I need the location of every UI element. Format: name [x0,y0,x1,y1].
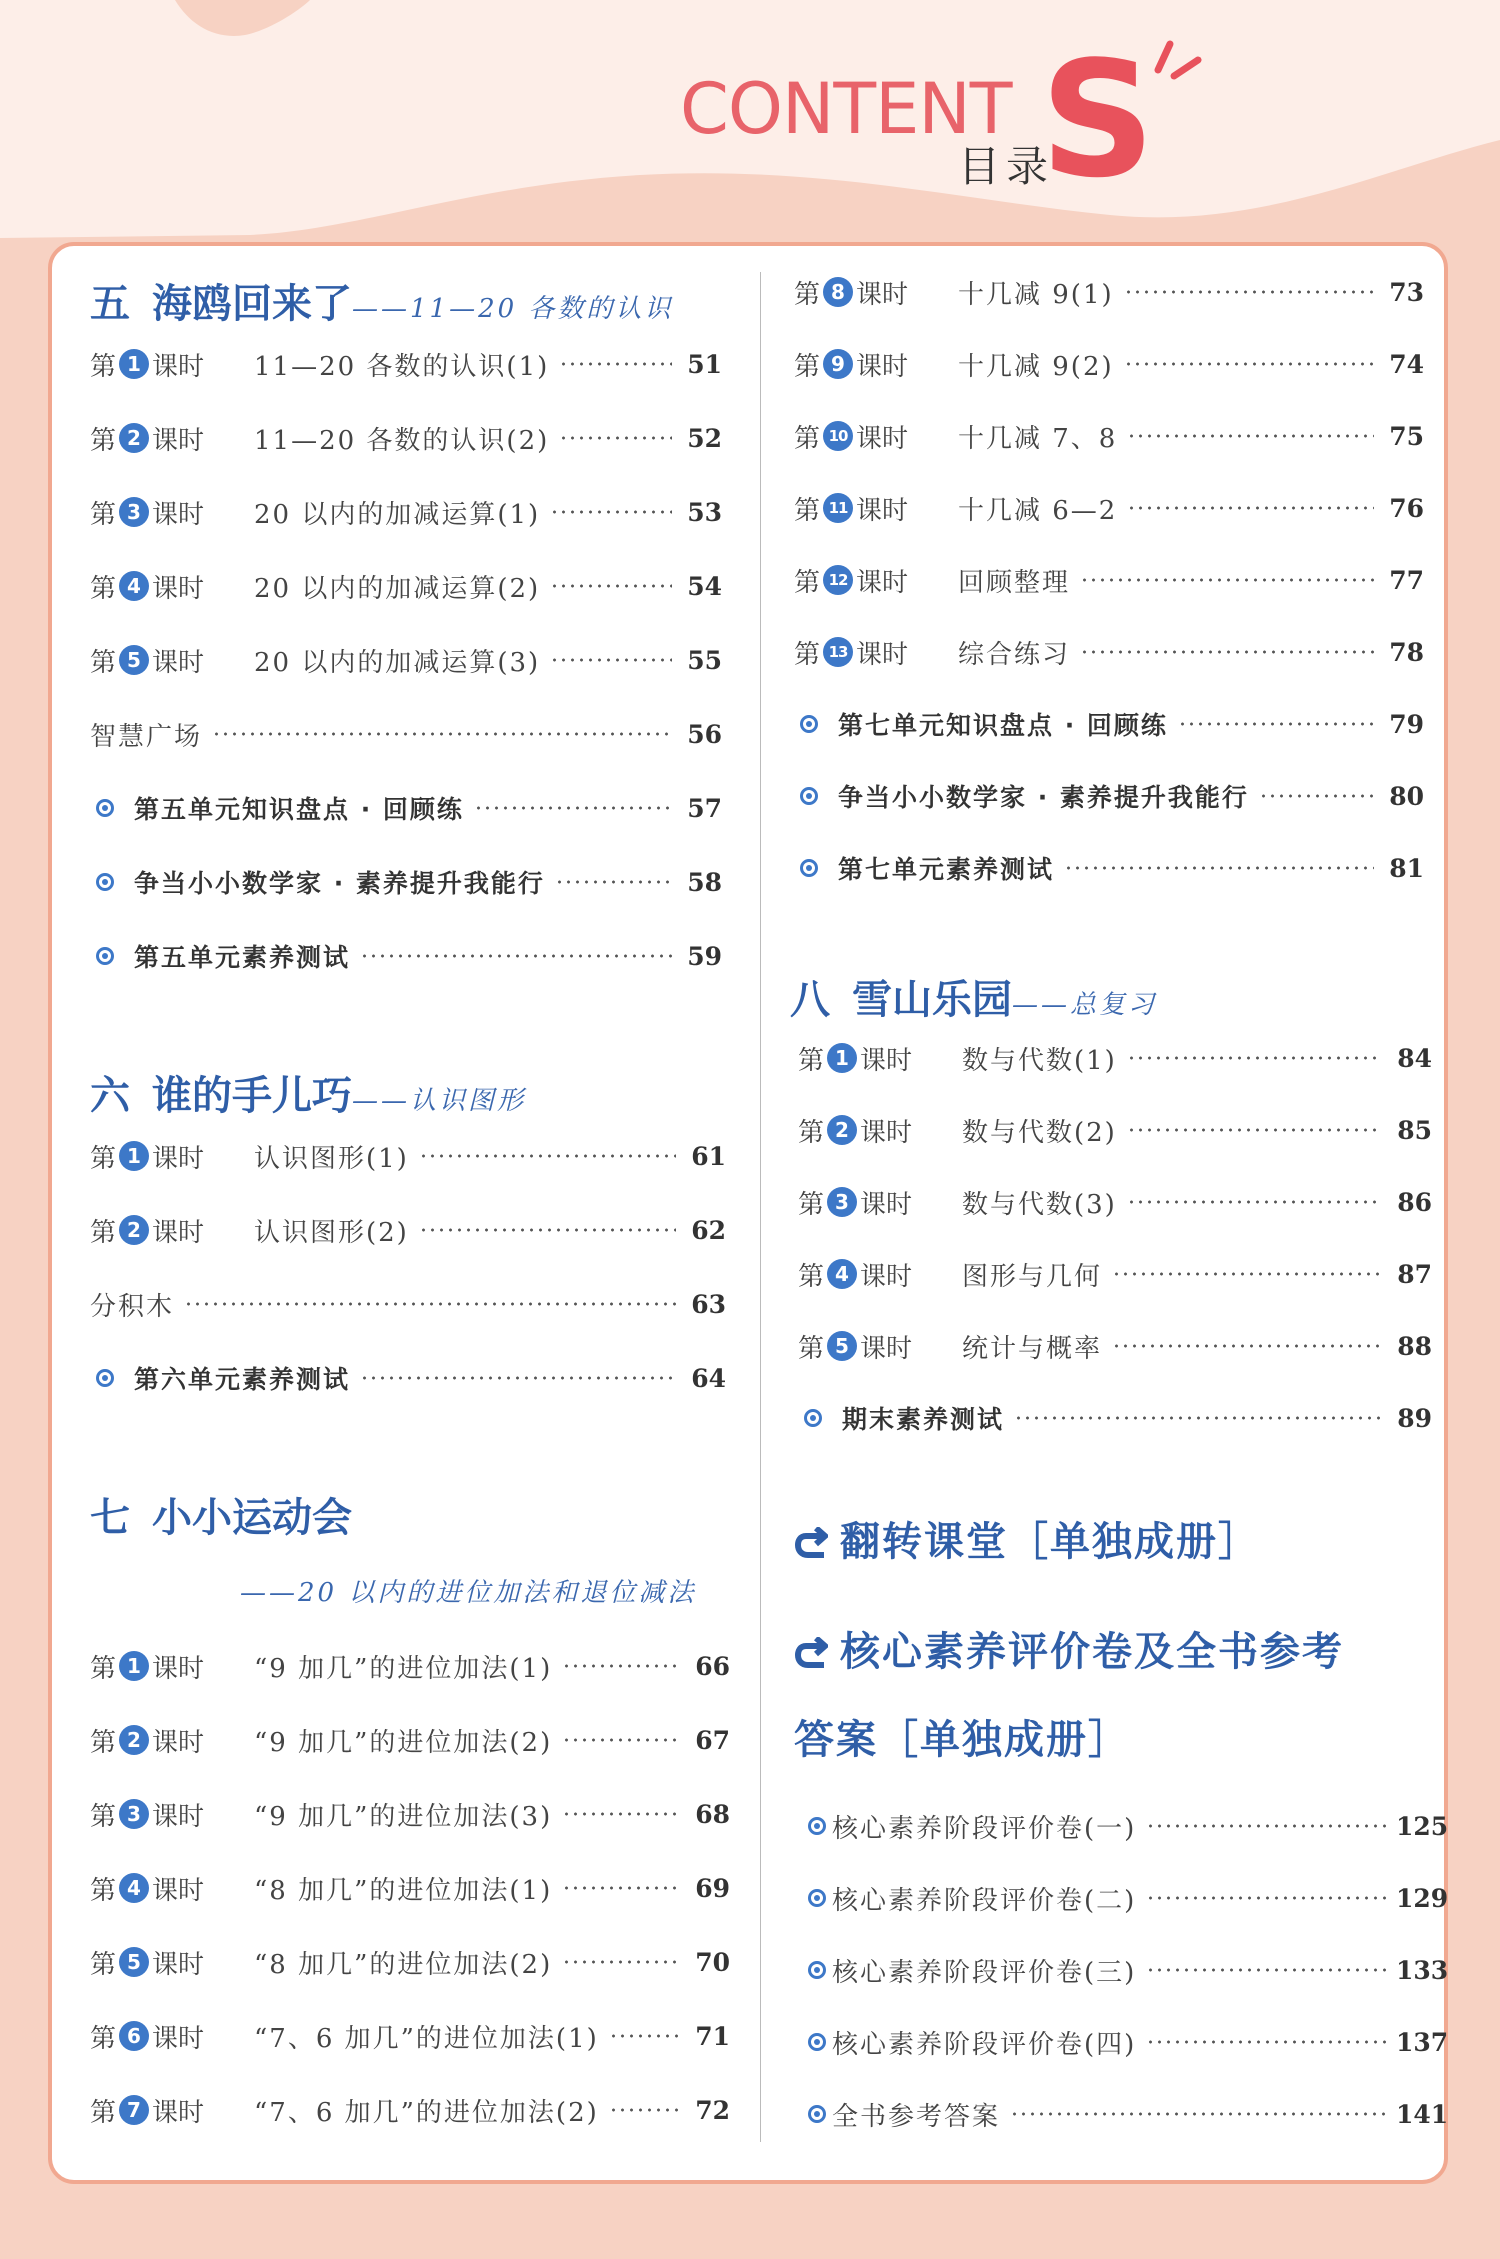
toc-row-title: 第五单元素养测试 [134,943,351,972]
toc-row[interactable]: 第 3 课时 “9 加几”的进位加法(3) 68 [90,1794,730,1834]
leader-dots [1014,1416,1382,1420]
toc-row[interactable]: 第 9 课时 十几减 9(2) 74 [794,344,1424,384]
target-dot-icon [96,947,114,965]
unit-number: 七 [90,1495,130,1541]
leader-dots [550,510,672,514]
toc-row-special[interactable] [90,936,722,976]
unit-heading-5 [90,272,673,329]
leader-dots [1010,2112,1386,2116]
leader-dots [555,880,672,884]
unit-title: 谁的手儿巧 [152,1073,352,1119]
toc-row-title: “9 加几”的进位加法(3) [254,1801,553,1832]
lesson-number-badge: 2 [827,1115,857,1145]
toc-row[interactable]: 第 12 课时 回顾整理 77 [794,560,1424,600]
toc-row-title: 11—20 各数的认识(1) [254,351,550,382]
leader-dots [1064,866,1374,870]
toc-row-title: 回顾整理 [958,567,1071,598]
toc-row[interactable]: 第 1 课时 认识图形(1) 61 [90,1136,726,1176]
page-number: 67 [695,1725,730,1755]
unit-number: 六 [90,1073,130,1119]
toc-row[interactable]: 第 1 课时 11—20 各数的认识(1) 51 [90,344,722,384]
unit-subtitle: ——20 以内的进位加法和退位减法 [240,1578,697,1608]
leader-dots [609,2108,680,2112]
toc-row[interactable] [808,1950,1448,1990]
toc-row-title: 分积木 [90,1291,175,1322]
toc-row-title: 数与代数(3) [962,1189,1117,1220]
toc-row-title: 第七单元素养测试 [838,855,1055,884]
unit-title: 小小运动会 [152,1495,352,1541]
toc-row[interactable]: 第 6 课时 “7、6 加几”的进位加法(1) 71 [90,2016,730,2056]
target-dot-icon [96,799,114,817]
leader-dots [1112,1344,1382,1348]
leader-dots [1080,578,1374,582]
target-dot-icon [808,2105,826,2123]
lesson-number-badge: 6 [119,2021,149,2051]
contents-title-s: S [1040,26,1156,213]
toc-row-special[interactable] [90,788,722,828]
core-assessment-heading [794,1620,1344,1677]
toc-row-title: 争当小小数学家 · 素养提升我能行 [134,869,545,898]
leader-dots [562,1812,680,1816]
page-number: 56 [687,719,722,749]
toc-row-title: “9 加几”的进位加法(1) [254,1653,553,1684]
unit-heading-7 [90,1486,352,1543]
toc-row[interactable]: 第 1 课时 “9 加几”的进位加法(1) 66 [90,1646,730,1686]
toc-row[interactable]: 第 4 课时 图形与几何 87 [798,1254,1432,1294]
leader-dots [1146,1824,1386,1828]
page-number: 71 [695,2021,730,2051]
leader-dots [1127,506,1374,510]
toc-row[interactable] [808,2094,1448,2134]
target-dot-icon [96,873,114,891]
unit-title: 海鸥回来了 [152,281,352,327]
page-number: 51 [687,349,722,379]
heading-text: 核心素养评价卷及全书参考 [840,1629,1344,1675]
lesson-number-badge: 3 [119,497,149,527]
target-dot-icon [96,1369,114,1387]
leader-dots [562,1664,680,1668]
lesson-number-badge: 10 [823,421,853,451]
page-number: 68 [695,1799,730,1829]
toc-row-title: 智慧广场 [90,721,203,752]
toc-row[interactable]: 第 2 课时 “9 加几”的进位加法(2) 67 [90,1720,730,1760]
page-number: 69 [695,1873,730,1903]
sparkle-icon [1150,30,1210,90]
lesson-number-badge: 4 [119,571,149,601]
page-number: 78 [1389,637,1424,667]
page-number: 66 [695,1651,730,1681]
page-number: 88 [1397,1331,1432,1361]
leader-dots [559,362,672,366]
target-dot-icon [800,859,818,877]
lesson-number-badge: 1 [119,349,149,379]
page-number: 61 [691,1141,726,1171]
page-number: 80 [1389,781,1424,811]
lesson-number-badge: 13 [823,637,853,667]
lesson-number-badge: 2 [119,1215,149,1245]
page-number: 137 [1396,2027,1449,2057]
lesson-number-badge: 11 [823,493,853,523]
toc-row[interactable]: 第 3 课时 20 以内的加减运算(1) 53 [90,492,722,532]
unit-number: 五 [90,281,130,327]
page-number: 63 [691,1289,726,1319]
page-number: 125 [1396,1811,1449,1841]
page-number: 70 [695,1947,730,1977]
page-number: 84 [1397,1043,1432,1073]
leader-dots [419,1228,676,1232]
toc-row-title: 全书参考答案 [832,2101,1001,2132]
column-divider [760,272,761,2142]
leader-dots [562,1738,680,1742]
lesson-number-badge: 7 [119,2095,149,2125]
toc-row[interactable] [90,714,722,754]
page-number: 74 [1389,349,1424,379]
toc-row[interactable]: 第 2 课时 认识图形(2) 62 [90,1210,726,1250]
page-number: 52 [687,423,722,453]
page-number: 81 [1389,853,1424,883]
return-arrow-icon [794,1637,828,1671]
toc-row-title: 20 以内的加减运算(1) [254,499,541,530]
leader-dots [1112,1272,1382,1276]
page-number: 59 [687,941,722,971]
lesson-number-badge: 2 [119,423,149,453]
leader-dots [562,1960,680,1964]
leader-dots [1127,1128,1382,1132]
leader-dots [1146,1896,1386,1900]
toc-row-title: 20 以内的加减运算(2) [254,573,541,604]
lesson-number-badge: 1 [119,1651,149,1681]
toc-row-title: 数与代数(1) [962,1045,1117,1076]
toc-row-special[interactable] [794,776,1424,816]
lesson-number-badge: 8 [823,277,853,307]
target-dot-icon [808,1889,826,1907]
leader-dots [1178,722,1374,726]
toc-row[interactable]: 第 2 课时 数与代数(2) 85 [798,1110,1432,1150]
page-number: 75 [1389,421,1424,451]
page-number: 87 [1397,1259,1432,1289]
toc-row[interactable]: 第 2 课时 11—20 各数的认识(2) 52 [90,418,722,458]
toc-row[interactable]: 第 5 课时 “8 加几”的进位加法(2) 70 [90,1942,730,1982]
toc-row-special[interactable] [798,1398,1432,1438]
leader-dots [609,2034,680,2038]
leader-dots [1080,650,1374,654]
page-number: 73 [1389,277,1424,307]
leader-dots [1146,1968,1386,1972]
toc-row-special[interactable] [90,862,722,902]
leader-dots [184,1302,676,1306]
toc-row-title: 十几减 6—2 [958,495,1118,526]
toc-row[interactable]: 第 4 课时 20 以内的加减运算(2) 54 [90,566,722,606]
target-dot-icon [800,715,818,733]
page-number: 76 [1389,493,1424,523]
page-number: 89 [1397,1403,1432,1433]
page-number: 86 [1397,1187,1432,1217]
toc-row-title: 第五单元知识盘点 · 回顾练 [134,795,464,824]
toc-row[interactable] [808,2022,1448,2062]
toc-row-title: “8 加几”的进位加法(2) [254,1949,553,1980]
toc-row[interactable]: 第 8 课时 十几减 9(1) 73 [794,272,1424,312]
lesson-number-badge: 5 [119,1947,149,1977]
lesson-number-badge: 4 [827,1259,857,1289]
lesson-number-badge: 1 [827,1043,857,1073]
toc-row-title: 综合练习 [958,639,1071,670]
toc-row[interactable] [90,1284,726,1324]
toc-row[interactable]: 第 5 课时 20 以内的加减运算(3) 55 [90,640,722,680]
toc-row-title: 图形与几何 [962,1261,1103,1292]
leader-dots [1127,434,1374,438]
lesson-number-badge: 1 [119,1141,149,1171]
leader-dots [419,1154,676,1158]
toc-row-title: 十几减 7、8 [958,423,1118,454]
toc-row[interactable]: 第 13 课时 综合练习 78 [794,632,1424,672]
contents-title-cn: 目录 [958,142,1055,191]
toc-row-title: 争当小小数学家 · 素养提升我能行 [838,783,1249,812]
toc-row-title: 第六单元素养测试 [134,1365,351,1394]
toc-row[interactable]: 第 1 课时 数与代数(1) 84 [798,1038,1432,1078]
target-dot-icon [808,1817,826,1835]
toc-row-title: 期末素养测试 [842,1405,1005,1434]
leader-dots [562,1886,680,1890]
page-number: 133 [1396,1955,1449,1985]
leader-dots [1146,2040,1386,2044]
heading-text: 翻转课堂［单独成册］ [840,1519,1260,1565]
page-number: 64 [691,1363,726,1393]
toc-row[interactable]: 第 3 课时 数与代数(3) 86 [798,1182,1432,1222]
target-dot-icon [800,787,818,805]
page-number: 55 [687,645,722,675]
toc-row[interactable]: 第 5 课时 统计与概率 88 [798,1326,1432,1366]
toc-row[interactable]: 第 7 课时 “7、6 加几”的进位加法(2) 72 [90,2090,730,2130]
page-number: 141 [1396,2099,1449,2129]
toc-row-special[interactable] [90,1358,726,1398]
leader-dots [360,1376,676,1380]
toc-row[interactable] [808,1806,1448,1846]
unit-subtitle: ——11—20 各数的认识 [352,294,674,324]
lesson-number-badge: 3 [827,1187,857,1217]
unit-heading-8 [790,968,1157,1025]
unit-number: 八 [790,977,830,1023]
leader-dots [559,436,672,440]
toc-row-title: 11—20 各数的认识(2) [254,425,550,456]
toc-row-title: 第七单元知识盘点 · 回顾练 [838,711,1168,740]
toc-row-title: 认识图形(2) [254,1217,409,1248]
toc-row-title: 认识图形(1) [254,1143,409,1174]
toc-row-title: 统计与概率 [962,1333,1103,1364]
toc-row-title: “8 加几”的进位加法(1) [254,1875,553,1906]
toc-row[interactable]: 第 10 课时 十几减 7、8 75 [794,416,1424,456]
leader-dots [1124,362,1374,366]
lesson-number-badge: 12 [823,565,853,595]
lesson-number-badge: 5 [827,1331,857,1361]
contents-title-en: CONTENT [680,68,1012,150]
unit-subtitle: ——认识图形 [352,1086,527,1116]
page-number: 53 [687,497,722,527]
page-number: 58 [687,867,722,897]
lesson-number-badge: 9 [823,349,853,379]
target-dot-icon [808,1961,826,1979]
leader-dots [550,658,672,662]
toc-row-title: 20 以内的加减运算(3) [254,647,541,678]
target-dot-icon [808,2033,826,2051]
leader-dots [474,806,672,810]
return-arrow-icon [794,1527,828,1561]
leader-dots [1127,1056,1382,1060]
toc-row-title: 核心素养阶段评价卷(一) [832,1813,1137,1844]
toc-row-title: 十几减 9(2) [958,351,1114,382]
toc-row-special[interactable] [794,704,1424,744]
lesson-number-badge: 3 [119,1799,149,1829]
toc-row[interactable]: 第 4 课时 “8 加几”的进位加法(1) 69 [90,1868,730,1908]
leader-dots [550,584,672,588]
toc-row-title: 核心素养阶段评价卷(四) [832,2029,1137,2060]
page-number: 62 [691,1215,726,1245]
contents-title [680,26,1200,213]
toc-row-title: 核心素养阶段评价卷(二) [832,1885,1137,1916]
toc-row-title: “7、6 加几”的进位加法(1) [254,2023,599,2054]
lesson-number-badge: 5 [119,645,149,675]
page-number: 85 [1397,1115,1432,1145]
page-number: 57 [687,793,722,823]
core-assessment-heading-line2: 答案［单独成册］ [794,1717,1130,1763]
leader-dots [1259,794,1374,798]
target-dot-icon [804,1409,822,1427]
page-number: 77 [1389,565,1424,595]
page-number: 72 [695,2095,730,2125]
toc-row-title: 十几减 9(1) [958,279,1114,310]
leader-dots [1127,1200,1382,1204]
toc-row-special[interactable] [794,848,1424,888]
page-number: 79 [1389,709,1424,739]
unit-title: 雪山乐园 [852,977,1012,1023]
toc-row-title: “9 加几”的进位加法(2) [254,1727,553,1758]
page-number: 129 [1396,1883,1449,1913]
toc-row[interactable]: 第 11 课时 十几减 6—2 76 [794,488,1424,528]
lesson-number-badge: 2 [119,1725,149,1755]
unit-subtitle: ——总复习 [1012,990,1158,1020]
lesson-number-badge: 4 [119,1873,149,1903]
toc-row-title: 数与代数(2) [962,1117,1117,1148]
toc-row[interactable] [808,1878,1448,1918]
leader-dots [212,732,672,736]
unit-heading-6 [90,1064,526,1121]
flip-classroom-heading [794,1510,1260,1567]
page-number: 54 [687,571,722,601]
toc-row-title: “7、6 加几”的进位加法(2) [254,2097,599,2128]
leader-dots [360,954,672,958]
leader-dots [1124,290,1374,294]
toc-row-title: 核心素养阶段评价卷(三) [832,1957,1137,1988]
